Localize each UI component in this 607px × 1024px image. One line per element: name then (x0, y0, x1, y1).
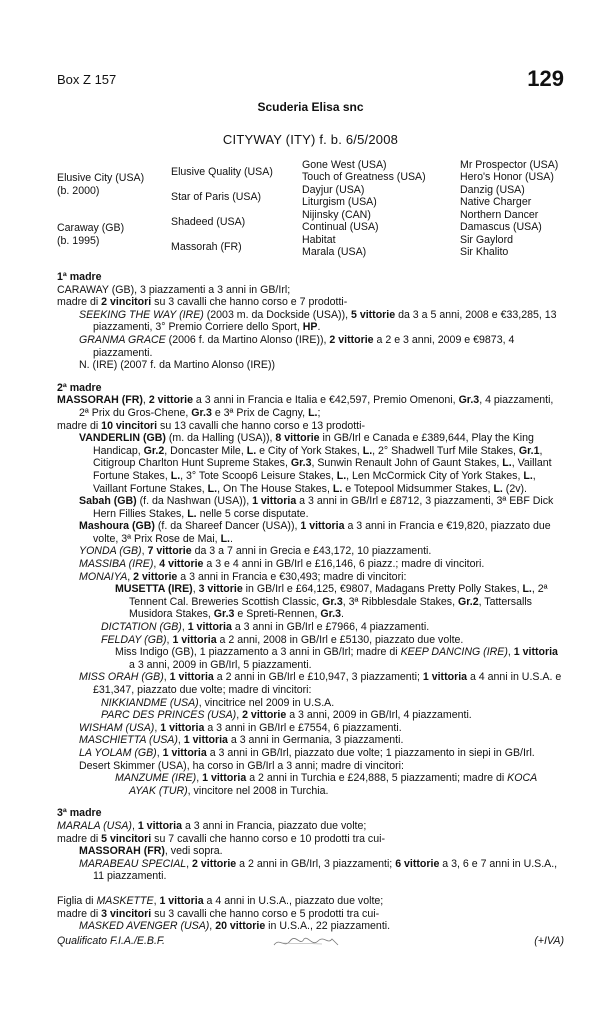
dam-line: MASSORAH (FR), 2 vittorie a 3 anni in Francia e Italia e €42,597, Premio Omenoni, Gr.3, 4 piazzamenti, 2ª Prix du Gros-Chene, Gr.3 e 3ª Prix de Cagny, L.; (57, 394, 554, 419)
third-dam-section (57, 807, 564, 932)
produce-entry: MANZUME (IRE), 1 vittoria a 2 anni in Turchia e £24,888, 5 piazzamenti; madre di KOCA AYAK (TUR), vincitore nel 2008 in Turchia. (115, 772, 537, 797)
produce-entry: DICTATION (GB), 1 vittoria a 3 anni in GB/Irl e £7966, 4 piazzamenti. (101, 621, 430, 634)
produce-entry: LA YOLAM (GB), 1 vittoria a 3 anni in GB/Irl, piazzato due volte; 1 piazzamento in siepi in GB/Irl. (79, 746, 535, 759)
dam-line: CARAWAY (GB), 3 piazzamenti a 3 anni in GB/Irl; (57, 283, 291, 296)
produce-entry: PARC DES PRINCES (USA), 2 vittorie a 3 anni, 2009 in GB/Irl, 4 piazzamenti. (101, 709, 472, 722)
produce-entry: WISHAM (USA), 1 vittoria a 3 anni in GB/Irl e £7554, 6 piazzamenti. (79, 721, 402, 734)
ped-c2: Massorah (FR) (171, 241, 242, 253)
page-number: 129 (527, 66, 564, 91)
ped-c4: Damascus (USA) (460, 221, 542, 233)
produce-entry: Sabah (GB) (f. da Nashwan (USA)), 1 vittoria a 3 anni in GB/Irl e £8712, 3 piazzamenti, 3ª EBF Dick Hern Fillies Stakes, L. nelle 5 corse disputate. (79, 495, 554, 520)
produce-entry: MASCHIETTA (USA), 1 vittoria a 3 anni in Germania, 3 piazzamenti. (79, 734, 404, 747)
ped-c4: Native Charger (460, 196, 532, 208)
sire: Elusive City (USA) (57, 172, 145, 184)
ped-c2: Star of Paris (USA) (171, 191, 262, 203)
produce-entry: MASSORAH (FR), vedi sopra. (79, 845, 223, 858)
pedigree-table (57, 159, 564, 261)
signature-stamp (272, 933, 342, 951)
dam-birth: (b. 1995) (57, 235, 100, 247)
produce-entry: Mashoura (GB) (f. da Shareef Dancer (USA)), 1 vittoria a 3 anni in Francia e €19,820, piazzato due volte, 3ª Prix Rose de Mai, L.. (79, 520, 551, 545)
ped-c2: Elusive Quality (USA) (171, 166, 273, 178)
produce-entry: MARABEAU SPECIAL, 2 vittorie a 2 anni in GB/Irl, 3 piazzamenti; 6 vittorie a 3, 6 e 7 anni in U.S.A., 11 piazzamenti. (79, 857, 558, 883)
ped-c3: Continual (USA) (302, 221, 379, 233)
ped-c3: Gone West (USA) (302, 159, 387, 171)
vat-note: (+IVA) (534, 934, 564, 947)
second-dam-section (57, 382, 564, 798)
qualification-note: Qualificato F.I.A./E.B.F. (57, 934, 165, 947)
catalogue-page (57, 66, 564, 951)
horse-title: CITYWAY (ITY) f. b. 6/5/2008 (222, 132, 399, 147)
produce-entry: MASSIBA (IRE), 4 vittorie a 3 e 4 anni in GB/Irl e £16,146, 6 piazz.; madre di vincitori. (79, 558, 485, 571)
dam-line: Figlia di MASKETTE, 1 vittoria a 4 anni in U.S.A., piazzato due volte; (57, 894, 384, 907)
produce-entry: Miss Indigo (GB), 1 piazzamento a 3 anni in GB/Irl; madre di KEEP DANCING (IRE), 1 vittoria a 3 anni, 2009 in GB/Irl, 5 piazzamenti. (115, 646, 558, 671)
first-dam-section (57, 271, 564, 372)
produce-entry: GRANMA GRACE (2006 f. da Martino Alonso (IRE)), 2 vittorie a 2 e 3 anni, 2009 e €9873, 4 piazzamenti. (79, 333, 515, 359)
produce-entry: NIKKIANDME (USA), vincitrice nel 2009 in U.S.A. (101, 696, 335, 709)
owner-name: Scuderia Elisa snc (257, 100, 364, 114)
section-heading: 1ª madre (57, 271, 102, 283)
box-label: Box Z 157 (57, 72, 117, 87)
dam-line: MARALA (USA), 1 vittoria a 3 anni in Francia, piazzato due volte; (57, 819, 367, 832)
produce-line: madre di 2 vincitori su 3 cavalli che hanno corso e 7 prodotti- (57, 296, 348, 309)
produce-entry: VANDERLIN (GB) (m. da Halling (USA)), 8 vittorie in GB/Irl e Canada e £389,644, Play the King Handicap, Gr.2, Doncaster Mile, L. e City of York Stakes, L., 2° Shadwell Turf Mile Stakes, Gr.1, Citigroup Charlton Hunt Supreme Stakes, Gr.3, Sunwin Renault John of Gaunt Stakes, L., Vaillant Fortune Stakes, L., 3° Tote Scoop6 Leisure Stakes, L., Len McCormick City of York Stakes, L., Vaillant Fortune Stakes, L., On The House Stakes, L. e Totepool Midsummer Stakes, L. (2v). (79, 432, 552, 495)
produce-line: madre di 3 vincitori su 3 cavalli che hanno corso e 5 prodotti tra cui- (57, 907, 380, 920)
produce-entry: N. (IRE) (2007 f. da Martino Alonso (IRE)) (79, 359, 276, 372)
ped-c2: Shadeed (USA) (171, 216, 246, 228)
ped-c4: Mr Prospector (USA) (460, 159, 559, 171)
sire-birth: (b. 2000) (57, 185, 100, 197)
produce-line: madre di 10 vincitori su 13 cavalli che hanno corso e 13 prodotti- (57, 419, 365, 432)
page-footer (57, 935, 564, 951)
produce-entry: SEEKING THE WAY (IRE) (2003 m. da Dockside (USA)), 5 vittorie da 3 a 5 anni, 2008 e €33,285, 13 piazzamenti, 3° Premio Corriere dello Sport, HP. (79, 308, 557, 334)
ped-c3: Dayjur (USA) (302, 184, 365, 196)
dam: Caraway (GB) (57, 222, 125, 234)
produce-entry: Desert Skimmer (USA), ha corso in GB/Irl a 3 anni; madre di vincitori: (79, 759, 404, 772)
ped-c3: Liturgism (USA) (302, 196, 377, 208)
ped-c4: Hero's Honor (USA) (460, 171, 554, 183)
produce-entry: YONDA (GB), 7 vittorie da 3 a 7 anni in Grecia e £43,172, 10 piazzamenti. (79, 545, 432, 558)
ped-c4: Danzig (USA) (460, 184, 525, 196)
produce-entry: MISS ORAH (GB), 1 vittoria a 2 anni in GB/Irl e £10,947, 3 piazzamenti; 1 vittoria a 4 anni in U.S.A. e £31,347, piazzato due volte; madre di vincitori: (79, 671, 562, 696)
ped-c4: Sir Khalito (460, 246, 509, 258)
ped-c3: Marala (USA) (302, 246, 367, 258)
page-header (57, 66, 564, 100)
produce-entry: FELDAY (GB), 1 vittoria a 2 anni, 2008 in GB/Irl e £5130, piazzato due volte. (101, 633, 464, 646)
produce-entry: MONAIYA, 2 vittorie a 3 anni in Francia e €30,493; madre di vincitori: (79, 570, 407, 583)
produce-line: madre di 5 vincitori su 7 cavalli che hanno corso e 10 prodotti tra cui- (57, 832, 386, 845)
ped-c3: Habitat (302, 234, 336, 246)
ped-c4: Northern Dancer (460, 209, 539, 221)
ped-c4: Sir Gaylord (460, 234, 513, 246)
ped-c3: Nijinsky (CAN) (302, 209, 371, 221)
produce-entry: MUSETTA (IRE), 3 vittorie in GB/Irl e £64,125, €9807, Madagans Pretty Polly Stakes, L., 2ª Tennent Cal. Breweries Scottish Classic, Gr.3, 3ª Ribblesdale Stakes, Gr.2, Tattersalls Musidora Stakes, Gr.3 e Spreti-Rennen, Gr.3. (115, 583, 548, 621)
section-heading: 2ª madre (57, 381, 102, 394)
ped-c3: Touch of Greatness (USA) (302, 171, 426, 183)
section-heading: 3ª madre (57, 807, 102, 820)
produce-entry: MASKED AVENGER (USA), 20 vittorie in U.S.A., 22 piazzamenti. (79, 920, 391, 933)
